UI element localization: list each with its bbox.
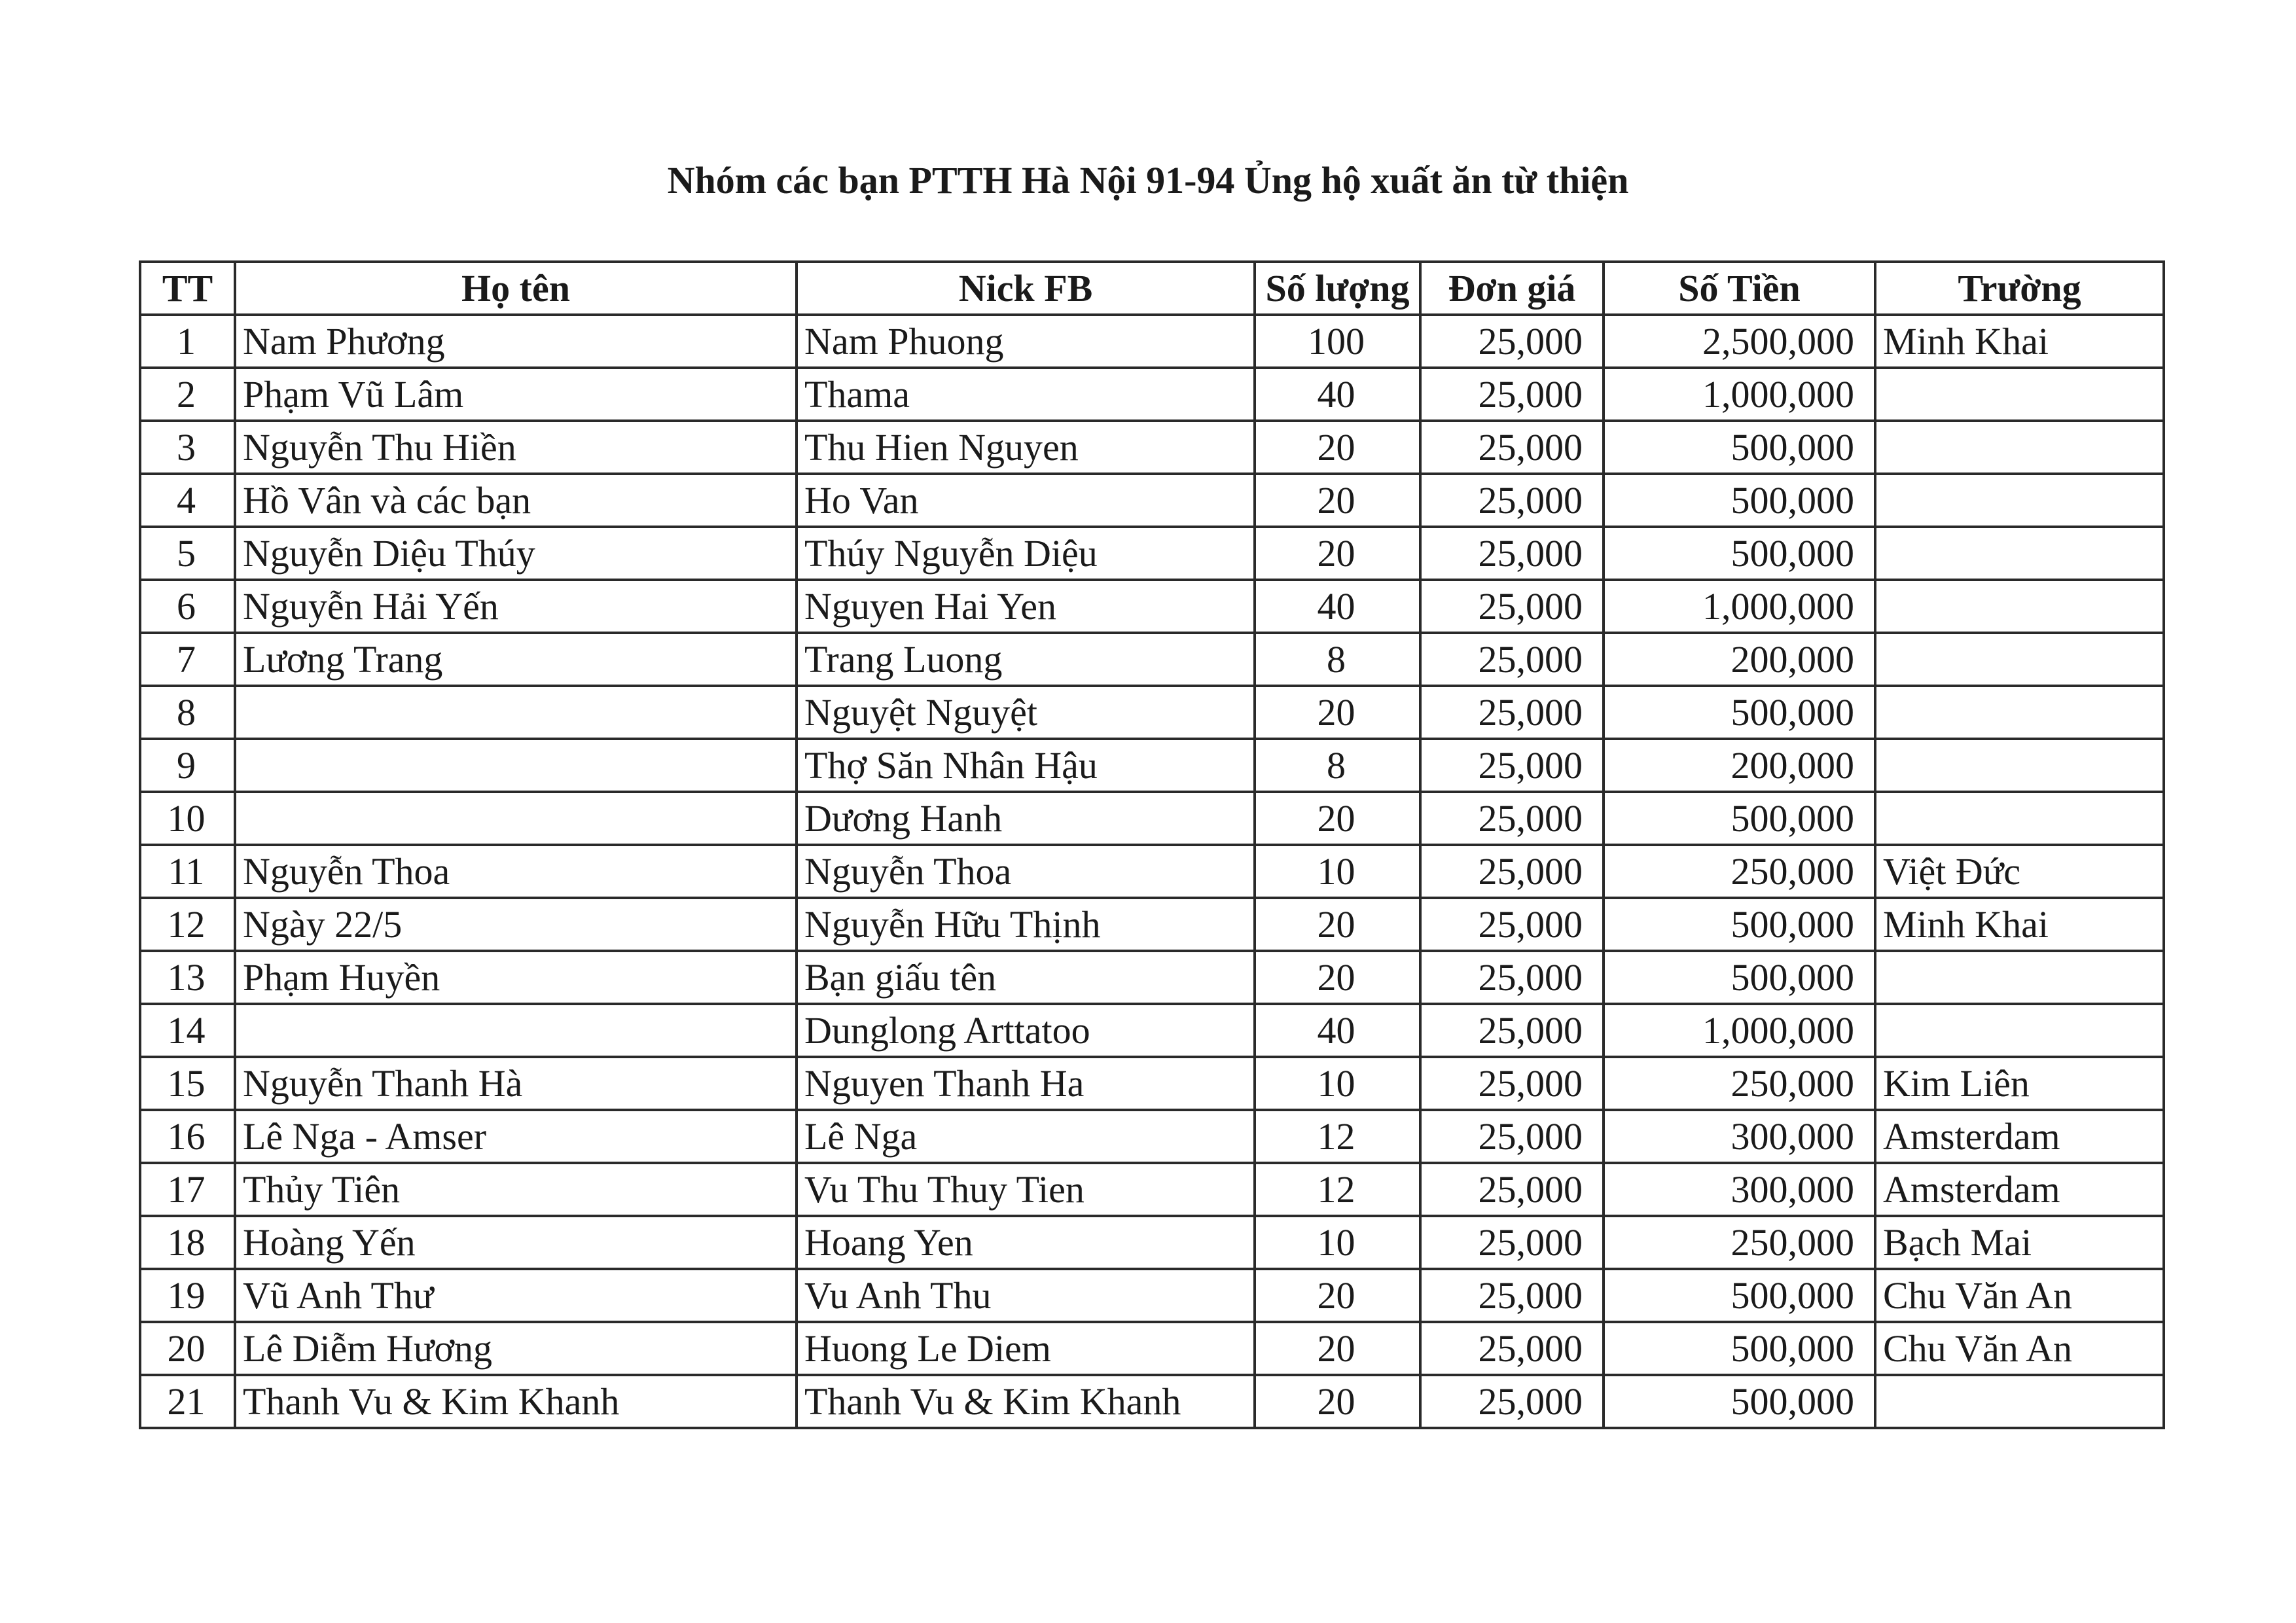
cell-tt: 12 <box>140 898 235 951</box>
cell-tt: 3 <box>140 421 235 474</box>
cell-nick: Nguyệt Nguyệt <box>797 686 1255 739</box>
cell-school <box>1875 633 2164 686</box>
cell-nick: Hoang Yen <box>797 1216 1255 1269</box>
cell-price: 25,000 <box>1420 1375 1604 1428</box>
cell-price: 25,000 <box>1420 845 1604 898</box>
cell-name <box>235 792 797 845</box>
cell-school: Chu Văn An <box>1875 1322 2164 1375</box>
cell-tt: 14 <box>140 1004 235 1057</box>
cell-name: Nguyễn Diệu Thúy <box>235 527 797 580</box>
cell-tt: 19 <box>140 1269 235 1322</box>
cell-tt: 17 <box>140 1163 235 1216</box>
cell-nick: Ho Van <box>797 474 1255 527</box>
cell-qty: 10 <box>1255 845 1420 898</box>
cell-qty: 100 <box>1255 315 1420 368</box>
table-row <box>140 421 2164 474</box>
cell-qty: 20 <box>1255 474 1420 527</box>
cell-nick: Nguyễn Thoa <box>797 845 1255 898</box>
cell-nick: Thúy Nguyễn Diệu <box>797 527 1255 580</box>
cell-name: Ngày 22/5 <box>235 898 797 951</box>
cell-qty: 40 <box>1255 1004 1420 1057</box>
cell-qty: 40 <box>1255 580 1420 633</box>
cell-price: 25,000 <box>1420 686 1604 739</box>
cell-tt: 6 <box>140 580 235 633</box>
cell-qty: 20 <box>1255 527 1420 580</box>
cell-tt: 13 <box>140 951 235 1004</box>
cell-amount: 300,000 <box>1604 1163 1875 1216</box>
cell-tt: 10 <box>140 792 235 845</box>
cell-tt: 9 <box>140 739 235 792</box>
page-title: Nhóm các bạn PTTH Hà Nội 91-94 Ủng hộ xuất ăn từ thiện <box>667 159 1629 202</box>
cell-school <box>1875 421 2164 474</box>
cell-nick: Dương Hanh <box>797 792 1255 845</box>
cell-qty: 20 <box>1255 421 1420 474</box>
cell-amount: 500,000 <box>1604 686 1875 739</box>
cell-tt: 21 <box>140 1375 235 1428</box>
table-row <box>140 1163 2164 1216</box>
table-row <box>140 1375 2164 1428</box>
table-row <box>140 845 2164 898</box>
cell-price: 25,000 <box>1420 1322 1604 1375</box>
cell-school <box>1875 580 2164 633</box>
cell-school <box>1875 527 2164 580</box>
cell-price: 25,000 <box>1420 474 1604 527</box>
cell-nick: Dunglong Arttatoo <box>797 1004 1255 1057</box>
cell-qty: 8 <box>1255 633 1420 686</box>
table-row <box>140 898 2164 951</box>
cell-tt: 20 <box>140 1322 235 1375</box>
cell-nick: Thu Hien Nguyen <box>797 421 1255 474</box>
cell-name: Thanh Vu & Kim Khanh <box>235 1375 797 1428</box>
table-row <box>140 368 2164 421</box>
cell-name: Hoàng Yến <box>235 1216 797 1269</box>
cell-amount: 200,000 <box>1604 739 1875 792</box>
table-row <box>140 1269 2164 1322</box>
cell-amount: 500,000 <box>1604 1375 1875 1428</box>
table-header-row <box>140 262 2164 315</box>
cell-price: 25,000 <box>1420 951 1604 1004</box>
cell-price: 25,000 <box>1420 792 1604 845</box>
cell-price: 25,000 <box>1420 1269 1604 1322</box>
cell-qty: 20 <box>1255 898 1420 951</box>
table-body <box>140 315 2164 1428</box>
cell-qty: 10 <box>1255 1216 1420 1269</box>
cell-name: Lê Nga - Amser <box>235 1110 797 1163</box>
table-row <box>140 951 2164 1004</box>
cell-school: Việt Đức <box>1875 845 2164 898</box>
cell-name: Nguyễn Thanh Hà <box>235 1057 797 1110</box>
cell-name: Nam Phương <box>235 315 797 368</box>
cell-school <box>1875 1375 2164 1428</box>
cell-price: 25,000 <box>1420 421 1604 474</box>
header-name: Họ tên <box>235 262 797 315</box>
cell-qty: 20 <box>1255 792 1420 845</box>
table-row <box>140 686 2164 739</box>
cell-price: 25,000 <box>1420 580 1604 633</box>
cell-name: Thủy Tiên <box>235 1163 797 1216</box>
table-row <box>140 739 2164 792</box>
cell-amount: 250,000 <box>1604 1057 1875 1110</box>
cell-nick: Nguyen Hai Yen <box>797 580 1255 633</box>
header-nick: Nick FB <box>797 262 1255 315</box>
cell-school <box>1875 686 2164 739</box>
cell-nick: Bạn giấu tên <box>797 951 1255 1004</box>
cell-amount: 1,000,000 <box>1604 580 1875 633</box>
cell-amount: 300,000 <box>1604 1110 1875 1163</box>
header-tt: TT <box>140 262 235 315</box>
cell-tt: 4 <box>140 474 235 527</box>
cell-amount: 500,000 <box>1604 898 1875 951</box>
cell-tt: 2 <box>140 368 235 421</box>
cell-school <box>1875 951 2164 1004</box>
cell-amount: 1,000,000 <box>1604 368 1875 421</box>
cell-nick: Nam Phuong <box>797 315 1255 368</box>
cell-name: Nguyễn Thoa <box>235 845 797 898</box>
cell-qty: 12 <box>1255 1163 1420 1216</box>
cell-amount: 250,000 <box>1604 845 1875 898</box>
cell-school: Chu Văn An <box>1875 1269 2164 1322</box>
cell-tt: 16 <box>140 1110 235 1163</box>
cell-nick: Thanh Vu & Kim Khanh <box>797 1375 1255 1428</box>
cell-amount: 200,000 <box>1604 633 1875 686</box>
cell-qty: 20 <box>1255 686 1420 739</box>
cell-amount: 500,000 <box>1604 527 1875 580</box>
cell-name: Vũ Anh Thư <box>235 1269 797 1322</box>
cell-school: Minh Khai <box>1875 898 2164 951</box>
cell-school <box>1875 474 2164 527</box>
cell-school <box>1875 739 2164 792</box>
table-row <box>140 580 2164 633</box>
cell-amount: 500,000 <box>1604 792 1875 845</box>
cell-nick: Nguyễn Hữu Thịnh <box>797 898 1255 951</box>
cell-nick: Thợ Săn Nhân Hậu <box>797 739 1255 792</box>
cell-price: 25,000 <box>1420 898 1604 951</box>
cell-school: Kim Liên <box>1875 1057 2164 1110</box>
cell-tt: 7 <box>140 633 235 686</box>
cell-school: Minh Khai <box>1875 315 2164 368</box>
cell-tt: 11 <box>140 845 235 898</box>
cell-price: 25,000 <box>1420 633 1604 686</box>
cell-name: Hồ Vân và các bạn <box>235 474 797 527</box>
donation-table <box>139 260 2165 1429</box>
cell-amount: 500,000 <box>1604 1322 1875 1375</box>
cell-nick: Trang Luong <box>797 633 1255 686</box>
cell-qty: 20 <box>1255 951 1420 1004</box>
cell-price: 25,000 <box>1420 1110 1604 1163</box>
cell-name <box>235 686 797 739</box>
cell-school: Amsterdam <box>1875 1163 2164 1216</box>
cell-name: Phạm Vũ Lâm <box>235 368 797 421</box>
table-row <box>140 1110 2164 1163</box>
cell-qty: 10 <box>1255 1057 1420 1110</box>
cell-price: 25,000 <box>1420 368 1604 421</box>
cell-tt: 1 <box>140 315 235 368</box>
cell-nick: Vu Thu Thuy Tien <box>797 1163 1255 1216</box>
table-row <box>140 1322 2164 1375</box>
cell-nick: Thama <box>797 368 1255 421</box>
table-row <box>140 792 2164 845</box>
cell-name: Phạm Huyền <box>235 951 797 1004</box>
cell-amount: 500,000 <box>1604 474 1875 527</box>
table-row <box>140 527 2164 580</box>
cell-qty: 20 <box>1255 1375 1420 1428</box>
cell-nick: Huong Le Diem <box>797 1322 1255 1375</box>
cell-name: Nguyễn Hải Yến <box>235 580 797 633</box>
cell-name: Lương Trang <box>235 633 797 686</box>
cell-price: 25,000 <box>1420 1163 1604 1216</box>
table-row <box>140 1057 2164 1110</box>
cell-amount: 500,000 <box>1604 951 1875 1004</box>
cell-nick: Nguyen Thanh Ha <box>797 1057 1255 1110</box>
cell-price: 25,000 <box>1420 739 1604 792</box>
cell-price: 25,000 <box>1420 1057 1604 1110</box>
cell-tt: 8 <box>140 686 235 739</box>
cell-price: 25,000 <box>1420 1004 1604 1057</box>
cell-name: Lê Diễm Hương <box>235 1322 797 1375</box>
cell-tt: 15 <box>140 1057 235 1110</box>
table-row <box>140 1004 2164 1057</box>
cell-name <box>235 1004 797 1057</box>
cell-amount: 250,000 <box>1604 1216 1875 1269</box>
cell-amount: 500,000 <box>1604 421 1875 474</box>
cell-school <box>1875 368 2164 421</box>
cell-qty: 12 <box>1255 1110 1420 1163</box>
cell-nick: Lê Nga <box>797 1110 1255 1163</box>
cell-price: 25,000 <box>1420 527 1604 580</box>
header-school: Trường <box>1875 262 2164 315</box>
cell-nick: Vu Anh Thu <box>797 1269 1255 1322</box>
cell-amount: 2,500,000 <box>1604 315 1875 368</box>
header-price: Đơn giá <box>1420 262 1604 315</box>
cell-school <box>1875 1004 2164 1057</box>
cell-school: Bạch Mai <box>1875 1216 2164 1269</box>
header-amount: Số Tiền <box>1604 262 1875 315</box>
cell-qty: 40 <box>1255 368 1420 421</box>
table-row <box>140 1216 2164 1269</box>
header-qty: Số lượng <box>1255 262 1420 315</box>
table-row <box>140 474 2164 527</box>
cell-school <box>1875 792 2164 845</box>
cell-school: Amsterdam <box>1875 1110 2164 1163</box>
cell-name <box>235 739 797 792</box>
cell-qty: 8 <box>1255 739 1420 792</box>
cell-tt: 5 <box>140 527 235 580</box>
cell-price: 25,000 <box>1420 1216 1604 1269</box>
table-row <box>140 315 2164 368</box>
cell-name: Nguyễn Thu Hiền <box>235 421 797 474</box>
cell-qty: 20 <box>1255 1269 1420 1322</box>
cell-amount: 1,000,000 <box>1604 1004 1875 1057</box>
cell-amount: 500,000 <box>1604 1269 1875 1322</box>
table-row <box>140 633 2164 686</box>
cell-price: 25,000 <box>1420 315 1604 368</box>
cell-tt: 18 <box>140 1216 235 1269</box>
cell-qty: 20 <box>1255 1322 1420 1375</box>
